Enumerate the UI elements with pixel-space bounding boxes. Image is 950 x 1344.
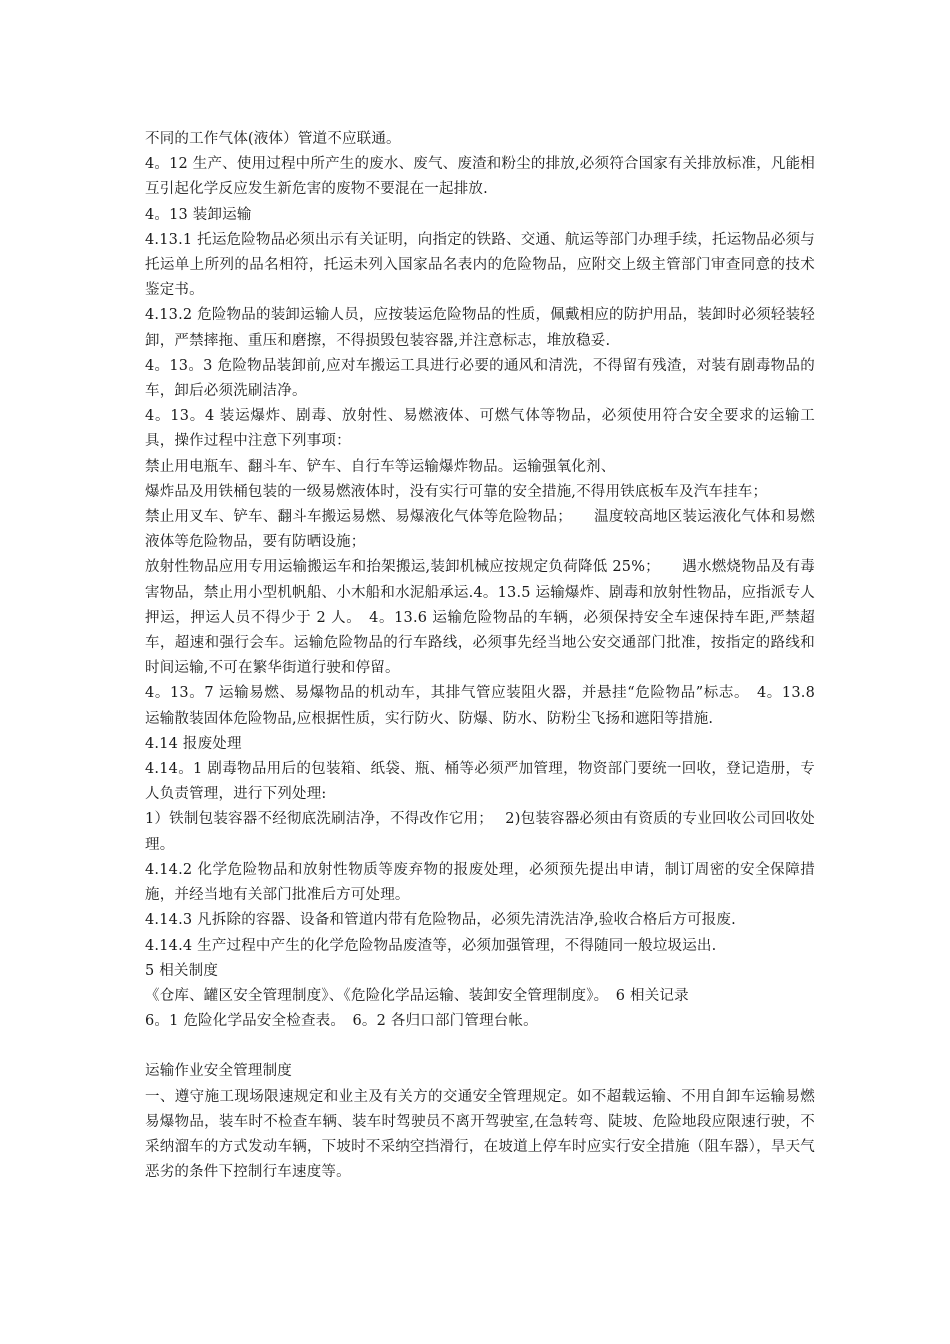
paragraph-4-14-1: 4.14。1 剧毒物品用后的包装箱、纸袋、瓶、桶等必须严加管理，物资部门要统一回收，登记造册，专人负责管理，进行下列处理: xyxy=(145,761,815,803)
paragraph-rule-2: 爆炸品及用铁桶包装的一级易燃液体时，没有实行可靠的安全措施,不得用铁底板车及汽车挂车； xyxy=(145,483,768,500)
heading-4-13: 4。13 装卸运输 xyxy=(145,206,252,223)
paragraph-4-13-1: 4.13.1 托运危险物品必须出示有关证明，向指定的铁路、交通、航运等部门办理手续，托运物品必须与托运单上所列的品名相符，托运未列入国家品名表内的危险物品，应附交上级主管部门审查同意的技术鉴定书。 xyxy=(145,231,815,299)
paragraph-4-13-3: 4。13。3 危险物品装卸前,应对车搬运工具进行必要的通风和清洗，不得留有残渣，对装有剧毒物品的车，卸后必须洗刷洁净。 xyxy=(145,357,815,400)
section-spacer xyxy=(145,1034,815,1059)
paragraph-pipes: 不同的工作气体(液体）管道不应联通。 xyxy=(145,131,401,147)
paragraph-4-13-2: 4.13.2 危险物品的装卸运输人员，应按装运危险物品的性质，佩戴相应的防护用品，装卸时必须轻装轻卸，严禁摔拖、重压和磨擦，不得损毁包装容器,并注意标志，堆放稳妥. xyxy=(145,307,815,349)
heading-5: 5 相关制度 xyxy=(145,962,219,979)
paragraph-4-14-1-items: 1）铁制包装容器不经彻底洗刷洁净，不得改作它用； 2)包装容器必须由有资质的专业回收公司回收处理。 xyxy=(145,811,815,853)
paragraph-4-14-4: 4.14.4 生产过程中产生的化学危险物品废渣等，必须加强管理，不得随同一般垃圾运出. xyxy=(145,937,717,954)
paragraph-4-14-3: 4.14.3 凡拆除的容器、设备和管道内带有危险物品，必须先清洗洁净,验收合格后方可报废. xyxy=(145,912,736,929)
paragraph-rule-3: 禁止用叉车、铲车、翻斗车搬运易燃、易爆液化气体等危险物品； 温度较高地区装运液化气体和易燃液体等危险物品，要有防晒设施； xyxy=(145,509,815,551)
paragraph-records: 6。1 危险化学品安全检查表。 6。2 各归口部门管理台帐。 xyxy=(145,1013,538,1030)
paragraph-rule-1: 禁止用电瓶车、翻斗车、铲车、自行车等运输爆炸物品。运输强氧化剂、 xyxy=(145,458,616,475)
paragraph-4-12: 4。12 生产、使用过程中所产生的废水、废气、废渣和粉尘的排放,必须符合国家有关排放标准，凡能相互引起化学反应发生新危害的废物不要混在一起排放. xyxy=(145,156,815,198)
paragraph-rule-4: 放射性物品应用专用运输搬运车和抬架搬运,装卸机械应按规定负荷降低 25%； 遇水燃烧物品及有毒害物品，禁止用小型机帆船、小木船和水泥船承运.4。13.5 运输爆炸、剧毒和放射性物品，应指派专人押运，押运人员不得少于 2 人。 4。13.6 运输危险物品的车辆，必须保持安全车速保持车距,严禁超车，超速和强行会车。运输危险物品的行车路线，必须事先经当地公安交通部门批准，按指定的路线和时间运输,不可在繁华街道行驶和停留。 xyxy=(145,559,815,677)
document-page xyxy=(145,127,815,1185)
section-paragraph: 一、遵守施工现场限速规定和业主及有关方的交通安全管理规定。如不超载运输、不用自卸车运输易燃易爆物品，装车时不检查车辆、装车时驾驶员不离开驾驶室,在急转弯、陡坡、危险地段应限速行驶，不采纳溜车的方式发动车辆，下坡时不采纳空挡滑行，在坡道上停车时应实行安全措施（阻车器），旱天气恶劣的条件下控制行车速度等。 xyxy=(145,1088,815,1181)
paragraph-4-13-7: 4。13。7 运输易燃、易爆物品的机动车，其排气管应装阻火器，并悬挂“危险物品”标志。 4。13.8 运输散装固体危险物品,应根据性质，实行防火、防爆、防水、防粉尘飞扬和遮阳等措施. xyxy=(145,685,815,727)
paragraph-4-14-2: 4.14.2 化学危险物品和放射性物质等废弃物的报废处理，必须预先提出申请，制订周密的安全保障措施，并经当地有关部门批准后方可处理。 xyxy=(145,861,815,904)
heading-4-14: 4.14 报废处理 xyxy=(145,735,242,752)
section-title: 运输作业安全管理制度 xyxy=(145,1063,292,1080)
paragraph-4-13-4: 4。13。4 装运爆炸、剧毒、放射性、易燃液体、可燃气体等物品，必须使用符合安全要求的运输工具，操作过程中注意下列事项： xyxy=(145,408,815,450)
paragraph-related-rules: 《仓库、罐区安全管理制度》、《危险化学品运输、装卸安全管理制度》。 6 相关记录 xyxy=(145,987,689,1004)
